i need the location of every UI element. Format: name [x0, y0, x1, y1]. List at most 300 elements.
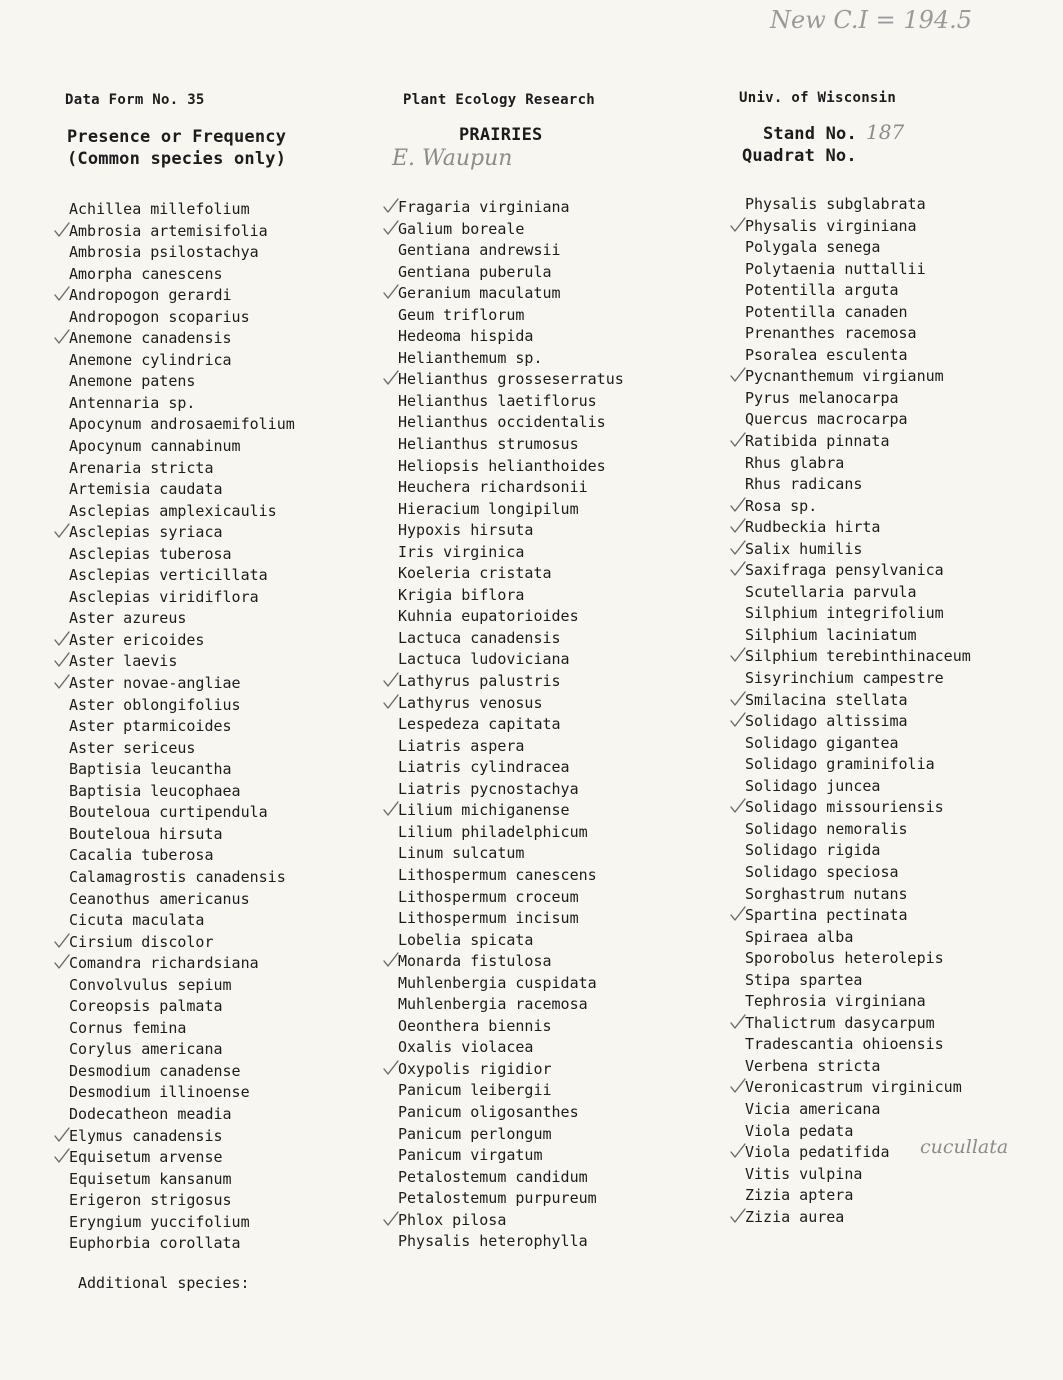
checkmark-icon — [383, 1210, 399, 1231]
species-name: Geranium maculatum — [398, 284, 561, 303]
species-name: Oxypolis rigidior — [398, 1059, 552, 1078]
species-name: Euphorbia corollata — [69, 1234, 241, 1253]
species-row — [745, 1013, 971, 1035]
species-row — [69, 1190, 295, 1212]
species-name: Vicia americana — [745, 1099, 881, 1118]
species-row — [398, 1124, 624, 1146]
species-name: Oeonthera biennis — [398, 1016, 552, 1035]
species-row — [69, 1147, 295, 1169]
species-name: Rhus glabra — [745, 453, 845, 472]
species-row — [398, 326, 624, 348]
species-row — [398, 908, 624, 930]
species-row — [398, 1210, 624, 1232]
species-name: Panicum perlongum — [398, 1124, 552, 1143]
species-row — [745, 884, 971, 906]
species-row — [69, 371, 295, 393]
species-row — [398, 542, 624, 564]
species-name: Spartina pectinata — [745, 906, 908, 925]
species-name: Oxalis violacea — [398, 1038, 534, 1057]
species-row — [745, 862, 971, 884]
species-name: Bouteloua hirsuta — [69, 824, 223, 843]
species-name: Liatris aspera — [398, 736, 525, 755]
species-name: Lilium michiganense — [398, 801, 570, 820]
species-row — [69, 932, 295, 954]
species-name: Lithospermum canescens — [398, 865, 597, 884]
species-name: Lithospermum croceum — [398, 887, 579, 906]
species-row — [398, 369, 624, 391]
species-name: Pyrus melanocarpa — [745, 388, 899, 407]
checkmark-icon — [730, 690, 746, 711]
species-name: Convolvulus sepium — [69, 975, 232, 994]
species-row — [745, 496, 971, 518]
species-row — [69, 501, 295, 523]
species-row — [745, 1142, 971, 1164]
species-name: Quercus macrocarpa — [745, 410, 908, 429]
species-name: Verbena stricta — [745, 1056, 881, 1075]
species-row — [745, 991, 971, 1013]
species-row — [745, 302, 971, 324]
species-name: Calamagrostis canadensis — [69, 867, 286, 886]
species-name: Desmodium canadense — [69, 1061, 241, 1080]
species-name: Aster laevis — [69, 652, 178, 671]
species-row — [745, 323, 971, 345]
checkmark-icon — [54, 1147, 70, 1168]
checkmark-icon — [730, 517, 746, 538]
checkmark-icon — [54, 285, 70, 306]
species-row — [745, 819, 971, 841]
species-row — [398, 283, 624, 305]
additional-species-label: Additional species: — [78, 1274, 250, 1292]
species-name: Helianthemum sp. — [398, 348, 543, 367]
species-name: Comandra richardsiana — [69, 954, 259, 973]
species-name: Physalis subglabrata — [745, 195, 926, 213]
species-name: Petalostemum candidum — [398, 1167, 588, 1186]
checkmark-icon — [54, 221, 70, 242]
species-name: Heuchera richardsonii — [398, 478, 588, 497]
species-name: Equisetum arvense — [69, 1148, 223, 1167]
species-name: Veronicastrum virginicum — [745, 1078, 962, 1097]
species-name: Solidago altissima — [745, 712, 908, 731]
checkmark-icon — [730, 496, 746, 517]
species-row — [745, 840, 971, 862]
species-row — [745, 603, 971, 625]
species-name: Psoralea esculenta — [745, 345, 908, 364]
species-row — [745, 259, 971, 281]
species-name: Phlox pilosa — [398, 1210, 507, 1229]
species-row — [398, 219, 624, 241]
species-name: Lithospermum incisum — [398, 909, 579, 928]
species-column-3 — [745, 194, 971, 1228]
species-row — [398, 262, 624, 284]
species-name: Gentiana andrewsii — [398, 241, 561, 260]
species-name: Rudbeckia hirta — [745, 518, 881, 537]
species-row — [745, 1077, 971, 1099]
species-row — [69, 479, 295, 501]
species-name: Physalis heterophylla — [398, 1232, 588, 1251]
species-row — [69, 350, 295, 372]
checkmark-icon — [54, 932, 70, 953]
species-row — [745, 927, 971, 949]
species-row — [745, 646, 971, 668]
species-name: Heliopsis helianthoides — [398, 456, 606, 475]
species-row — [69, 781, 295, 803]
species-row — [745, 517, 971, 539]
species-name: Polytaenia nuttallii — [745, 259, 926, 278]
species-row — [69, 673, 295, 695]
species-row — [69, 953, 295, 975]
species-name: Ceanothus americanus — [69, 889, 250, 908]
species-row — [745, 733, 971, 755]
species-row — [745, 1185, 971, 1207]
checkmark-icon — [730, 216, 746, 237]
species-row — [398, 499, 624, 521]
species-name: Solidago juncea — [745, 776, 881, 795]
species-name: Helianthus strumosus — [398, 435, 579, 454]
species-name: Asclepias viridiflora — [69, 587, 259, 606]
species-row — [398, 930, 624, 952]
checkmark-icon — [730, 1207, 746, 1228]
species-name: Corylus americana — [69, 1040, 223, 1059]
species-row — [69, 1082, 295, 1104]
species-row — [69, 716, 295, 738]
species-row — [745, 690, 971, 712]
species-row — [745, 194, 971, 216]
species-name: Galium boreale — [398, 219, 525, 238]
species-name: Lespedeza capitata — [398, 715, 561, 734]
species-row — [398, 1102, 624, 1124]
checkmark-icon — [730, 797, 746, 818]
species-row — [69, 651, 295, 673]
species-name: Rosa sp. — [745, 496, 818, 515]
handwritten-ci-note: New C.I = 194.5 — [770, 6, 973, 34]
species-row — [398, 822, 624, 844]
species-name: Apocynum androsaemifolium — [69, 415, 295, 434]
species-name: Apocynum cannabinum — [69, 437, 241, 456]
common-species-heading: (Common species only) — [67, 149, 287, 169]
species-name: Silphium integrifolium — [745, 604, 944, 623]
species-row — [398, 973, 624, 995]
species-row — [69, 695, 295, 717]
species-name: Aster sericeus — [69, 738, 196, 757]
species-name: Aster azureus — [69, 609, 187, 628]
species-row — [69, 1018, 295, 1040]
species-name: Lathyrus venosus — [398, 693, 543, 712]
species-row — [69, 824, 295, 846]
species-row — [745, 905, 971, 927]
species-row — [745, 776, 971, 798]
checkmark-icon — [383, 1059, 399, 1080]
species-name: Monarda fistulosa — [398, 952, 552, 971]
species-name: Antennaria sp. — [69, 393, 196, 412]
species-row — [69, 565, 295, 587]
species-row — [398, 628, 624, 650]
stand-number-label: Stand No. — [763, 124, 857, 144]
species-row — [69, 264, 295, 286]
checkmark-icon — [54, 673, 70, 694]
species-row — [398, 197, 624, 219]
checkmark-icon — [383, 951, 399, 972]
species-name: Desmodium illinoense — [69, 1083, 250, 1102]
checkmark-icon — [383, 197, 399, 218]
species-name: Fragaria virginiana — [398, 198, 570, 216]
species-row — [398, 412, 624, 434]
species-name: Aster ptarmicoides — [69, 717, 232, 736]
species-name: Tradescantia ohioensis — [745, 1035, 944, 1054]
species-name: Lactuca ludoviciana — [398, 650, 570, 669]
species-row — [69, 242, 295, 264]
species-row — [69, 221, 295, 243]
species-name: Bouteloua curtipendula — [69, 803, 268, 822]
checkmark-icon — [383, 693, 399, 714]
species-row — [745, 1099, 971, 1121]
species-name: Hedeoma hispida — [398, 327, 534, 346]
species-row — [398, 348, 624, 370]
species-name: Silphium laciniatum — [745, 625, 917, 644]
species-name: Polygala senega — [745, 238, 881, 257]
species-name: Cicuta maculata — [69, 911, 205, 930]
checkmark-icon — [383, 671, 399, 692]
species-name: Helianthus laetiflorus — [398, 391, 597, 410]
species-name: Helianthus grosseserratus — [398, 370, 624, 389]
species-name: Potentilla arguta — [745, 281, 899, 300]
species-row — [69, 522, 295, 544]
checkmark-icon — [730, 1142, 746, 1163]
species-name: Silphium terebinthinaceum — [745, 647, 971, 666]
species-row — [398, 671, 624, 693]
checkmark-icon — [54, 953, 70, 974]
species-row — [69, 759, 295, 781]
species-name: Asclepias verticillata — [69, 566, 268, 585]
species-row — [745, 1034, 971, 1056]
species-name: Hieracium longipilum — [398, 499, 579, 518]
checkmark-icon — [54, 630, 70, 651]
checkmark-icon — [730, 560, 746, 581]
research-title: Plant Ecology Research — [403, 92, 596, 108]
species-name: Lathyrus palustris — [398, 672, 561, 691]
species-row — [69, 199, 295, 221]
species-row — [69, 975, 295, 997]
checkmark-icon — [730, 431, 746, 452]
checkmark-icon — [730, 1013, 746, 1034]
species-name: Scutellaria parvula — [745, 582, 917, 601]
species-row — [398, 865, 624, 887]
species-row — [69, 307, 295, 329]
handwritten-location: E. Waupun — [392, 146, 513, 171]
species-row — [69, 1169, 295, 1191]
checkmark-icon — [54, 651, 70, 672]
species-row — [69, 393, 295, 415]
species-name: Erigeron strigosus — [69, 1191, 232, 1210]
handwritten-viola-note: cucullata — [920, 1136, 1009, 1158]
species-row — [745, 388, 971, 410]
species-row — [69, 436, 295, 458]
species-row — [745, 668, 971, 690]
species-row — [69, 285, 295, 307]
species-name: Muhlenbergia cuspidata — [398, 973, 597, 992]
species-row — [69, 1061, 295, 1083]
species-row — [398, 305, 624, 327]
species-row — [745, 582, 971, 604]
checkmark-icon — [54, 1126, 70, 1147]
species-name: Asclepias amplexicaulis — [69, 501, 277, 520]
species-name: Pycnanthemum virgianum — [745, 367, 944, 386]
species-name: Panicum oligosanthes — [398, 1102, 579, 1121]
species-name: Muhlenbergia racemosa — [398, 995, 588, 1014]
presence-heading: Presence or Frequency — [67, 127, 287, 147]
species-row — [69, 996, 295, 1018]
quadrat-number-label: Quadrat No. — [742, 146, 857, 166]
species-row — [398, 843, 624, 865]
species-name: Solidago speciosa — [745, 862, 899, 881]
checkmark-icon — [730, 905, 746, 926]
species-name: Solidago missouriensis — [745, 798, 944, 817]
species-row — [398, 800, 624, 822]
species-name: Coreopsis palmata — [69, 997, 223, 1016]
species-row — [398, 240, 624, 262]
species-name: Smilacina stellata — [745, 690, 908, 709]
species-name: Viola pedatifida — [745, 1143, 890, 1162]
species-row — [69, 1212, 295, 1234]
species-name: Cornus femina — [69, 1018, 187, 1037]
species-row — [745, 970, 971, 992]
species-name: Sisyrinchium campestre — [745, 669, 944, 688]
species-row — [745, 754, 971, 776]
species-row — [398, 779, 624, 801]
species-row — [398, 606, 624, 628]
species-row — [745, 345, 971, 367]
species-row — [69, 630, 295, 652]
checkmark-icon — [54, 522, 70, 543]
species-name: Hypoxis hirsuta — [398, 521, 534, 540]
species-name: Asclepias syriaca — [69, 523, 223, 542]
species-name: Linum sulcatum — [398, 844, 525, 863]
species-row — [69, 1039, 295, 1061]
species-row — [398, 887, 624, 909]
species-name: Artemisia caudata — [69, 480, 223, 499]
species-row — [745, 216, 971, 238]
species-name: Koeleria cristata — [398, 564, 552, 583]
species-row — [398, 563, 624, 585]
species-row — [398, 585, 624, 607]
species-name: Potentilla canaden — [745, 302, 908, 321]
species-name: Lactuca canadensis — [398, 628, 561, 647]
species-row — [398, 994, 624, 1016]
checkmark-icon — [383, 219, 399, 240]
species-name: Ambrosia artemisifolia — [69, 221, 268, 240]
species-column-1 — [69, 199, 295, 1255]
species-row — [69, 802, 295, 824]
checkmark-icon — [730, 646, 746, 667]
species-name: Krigia biflora — [398, 585, 525, 604]
species-row — [69, 1126, 295, 1148]
species-name: Eryngium yuccifolium — [69, 1212, 250, 1231]
species-name: Sorghastrum nutans — [745, 884, 908, 903]
species-row — [398, 1167, 624, 1189]
species-name: Salix humilis — [745, 539, 863, 558]
species-name: Rhus radicans — [745, 475, 863, 494]
checkmark-icon — [730, 366, 746, 387]
species-row — [745, 948, 971, 970]
species-name: Solidago graminifolia — [745, 755, 935, 774]
species-row — [398, 1145, 624, 1167]
species-row — [745, 625, 971, 647]
species-name: Gentiana puberula — [398, 262, 552, 281]
species-row — [745, 1121, 971, 1143]
species-row — [398, 736, 624, 758]
species-name: Solidago rigida — [745, 841, 881, 860]
species-name: Arenaria stricta — [69, 458, 214, 477]
species-name: Ambrosia psilostachya — [69, 243, 259, 262]
species-row — [745, 539, 971, 561]
checkmark-icon — [54, 328, 70, 349]
species-name: Vitis vulpina — [745, 1164, 863, 1183]
species-name: Zizia aurea — [745, 1207, 845, 1226]
species-row — [745, 431, 971, 453]
species-name: Petalostemum purpureum — [398, 1189, 597, 1208]
species-row — [69, 1104, 295, 1126]
species-row — [398, 520, 624, 542]
species-name: Saxifraga pensylvanica — [745, 561, 944, 580]
species-row — [398, 391, 624, 413]
species-row — [398, 1016, 624, 1038]
species-name: Liatris cylindracea — [398, 758, 570, 777]
species-name: Aster ericoides — [69, 630, 205, 649]
species-column-2 — [398, 197, 624, 1253]
species-name: Prenanthes racemosa — [745, 324, 917, 343]
species-name: Aster novae-angliae — [69, 674, 241, 693]
species-row — [69, 845, 295, 867]
species-row — [398, 951, 624, 973]
species-row — [69, 587, 295, 609]
checkmark-icon — [383, 283, 399, 304]
checkmark-icon — [383, 369, 399, 390]
species-row — [69, 414, 295, 436]
checkmark-icon — [730, 711, 746, 732]
species-row — [745, 711, 971, 733]
species-row — [745, 280, 971, 302]
species-row — [745, 1164, 971, 1186]
species-name: Lilium philadelphicum — [398, 822, 588, 841]
species-name: Zizia aptera — [745, 1186, 854, 1205]
species-name: Anemone cylindrica — [69, 350, 232, 369]
species-name: Lobelia spicata — [398, 930, 534, 949]
species-row — [398, 1188, 624, 1210]
university-name: Univ. of Wisconsin — [739, 90, 897, 106]
species-row — [69, 458, 295, 480]
species-name: Cacalia tuberosa — [69, 846, 214, 865]
species-name: Solidago gigantea — [745, 733, 899, 752]
species-row — [398, 1080, 624, 1102]
species-name: Amorpha canescens — [69, 264, 223, 283]
species-row — [398, 757, 624, 779]
checkmark-icon — [730, 539, 746, 560]
species-name: Andropogon gerardi — [69, 286, 232, 305]
species-row — [398, 477, 624, 499]
species-name: Anemone canadensis — [69, 329, 232, 348]
species-row — [398, 1231, 624, 1253]
species-row — [745, 453, 971, 475]
species-row — [398, 434, 624, 456]
species-name: Andropogon scoparius — [69, 307, 250, 326]
species-name: Dodecatheon meadia — [69, 1104, 232, 1123]
checkmark-icon — [383, 800, 399, 821]
species-name: Aster oblongifolius — [69, 695, 241, 714]
species-name: Solidago nemoralis — [745, 819, 908, 838]
species-name: Kuhnia eupatorioides — [398, 607, 579, 626]
species-name: Geum triflorum — [398, 305, 525, 324]
species-name: Liatris pycnostachya — [398, 779, 579, 798]
species-row — [745, 797, 971, 819]
